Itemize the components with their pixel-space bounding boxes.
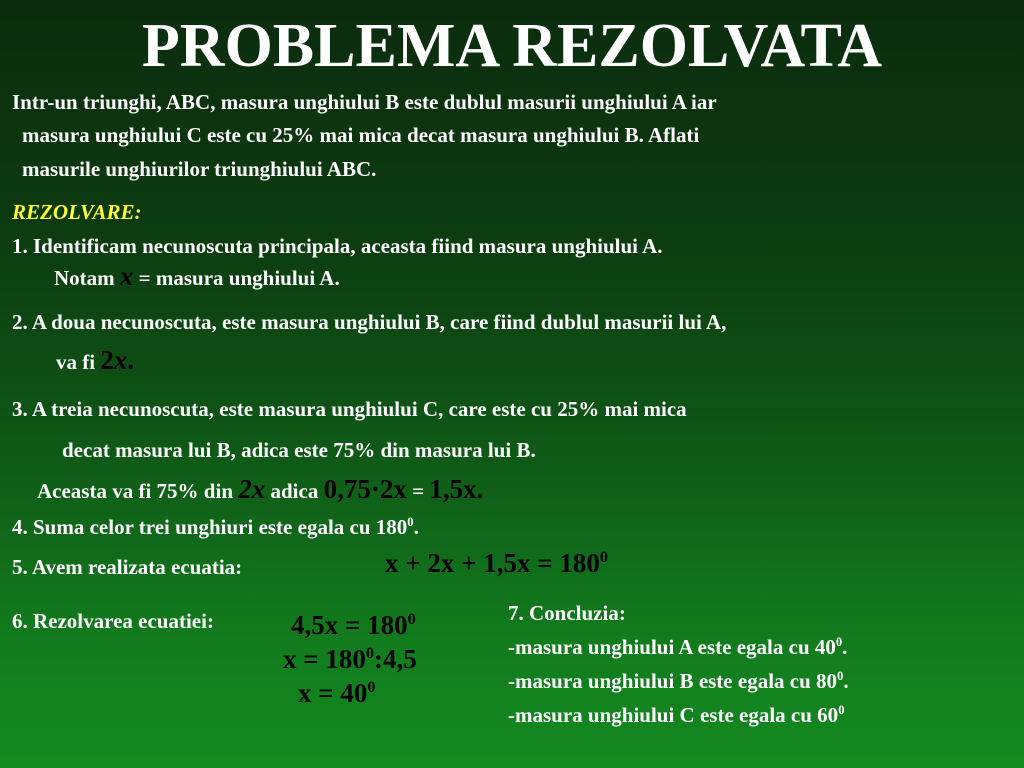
problem-line-1: Intr-un triunghi, ABC, masura unghiului B este dublul masurii unghiului A iar xyxy=(12,90,717,114)
conclusion-angle-a: -masura unghiului A este egala cu $40^0$. xyxy=(508,635,848,659)
step-6-equation-2: $x = 180^0:4,5$ xyxy=(283,644,417,674)
step-3-line-3 xyxy=(37,476,483,504)
step-6-equation-1: $4,5x = 180^0$ xyxy=(291,610,416,640)
step-1-rest: = masura unghiului A. xyxy=(138,266,340,290)
step-3-expression-3: 1,5x. xyxy=(429,474,484,504)
step-1-variable: x xyxy=(119,261,134,291)
step-3-expression-2: 0,75·2x xyxy=(323,474,407,504)
step-2-line-2 xyxy=(56,347,134,375)
problem-line-2: masura unghiului C este cu 25% mai mica decat masura unghiului B. Aflati xyxy=(22,123,700,147)
conclusion-angle-b: -masura unghiului B este egala cu $80^0$. xyxy=(508,669,849,693)
step-2-vafi: va fi xyxy=(56,350,96,374)
step-6-label: 6. Rezolvarea ecuatiei: xyxy=(12,609,214,633)
step-5-equation: $x + 2x + 1,5x = 180^0$ xyxy=(385,548,608,578)
problem-line-3: masurile unghiurilor triunghiului ABC. xyxy=(22,157,377,181)
step-2-line-1: 2. A doua necunoscuta, este masura unghiului B, care fiind dublul masurii lui A, xyxy=(12,310,727,334)
step-3-text-b: adica xyxy=(270,479,319,503)
conclusion-angle-c: -masura unghiului C este egala cu $60^0$ xyxy=(508,703,845,727)
step-4: 4. Suma celor trei unghiuri este egala cu $180^0$. xyxy=(12,515,419,539)
step-3-expression-1: 2x xyxy=(238,474,266,504)
solution-label: REZOLVARE: xyxy=(12,200,142,224)
step-2-expression: 2x. xyxy=(100,345,135,375)
step-3-line-1: 3. A treia necunoscuta, este masura unghiului C, care este cu 25% mai mica xyxy=(12,397,687,421)
step-3-text-a: Aceasta va fi 75% din xyxy=(37,479,233,503)
step-3-line-2: decat masura lui B, adica este 75% din masura lui B. xyxy=(62,438,536,462)
conclusion-heading: 7. Concluzia: xyxy=(508,601,626,625)
step-1-line-1: 1. Identificam necunoscuta principala, aceasta fiind masura unghiului A. xyxy=(12,234,663,258)
step-1-line-2 xyxy=(54,263,340,291)
step-1-notam: Notam xyxy=(54,266,115,290)
step-5-label: 5. Avem realizata ecuatia: xyxy=(12,555,243,579)
step-3-equals: = xyxy=(412,479,425,503)
slide-title: PROBLEMA REZOLVATA xyxy=(141,12,883,80)
step-6-equation-3: $x = 40^0$ xyxy=(298,678,376,708)
